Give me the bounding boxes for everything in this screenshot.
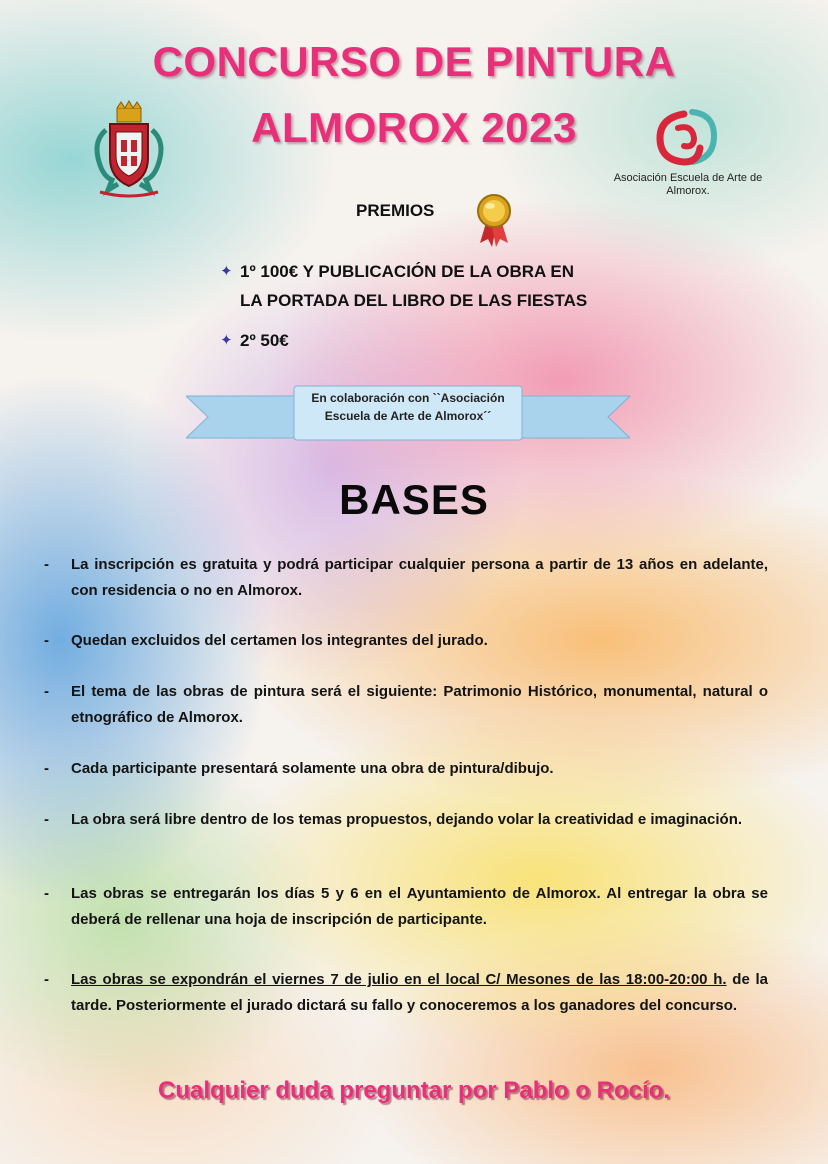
rule-text: Quedan excluidos del certamen los integrantes del jurado. bbox=[71, 632, 488, 649]
title-line-1: CONCURSO DE PINTURA bbox=[152, 38, 676, 85]
exhibition-rest-text: de la tarde. Posteriormente el jurado dictará su fallo y conoceremos a los ganadores del concurso. bbox=[71, 971, 769, 1014]
prizes-heading: PREMIOS bbox=[356, 201, 435, 220]
list-dash: - bbox=[44, 683, 49, 700]
list-item bbox=[44, 756, 768, 782]
rule-text: El tema de las obras de pintura será el siguiente: Patrimonio Histórico, monumental, natural o etnográfico de Almorox. bbox=[71, 683, 768, 726]
list-dash: - bbox=[44, 811, 49, 828]
rule-text: Las obras se entregarán los días 5 y 6 en el Ayuntamiento de Almorox. Al entregar la obra se deberá de rellenar una hoja de inscripción de participante. bbox=[71, 885, 768, 928]
list-dash: - bbox=[44, 760, 49, 777]
list-dash: - bbox=[44, 885, 49, 902]
list-dash: - bbox=[44, 556, 49, 573]
list-dash: - bbox=[44, 971, 49, 988]
list-item bbox=[44, 807, 768, 833]
gold-medal-icon bbox=[472, 193, 516, 247]
list-item bbox=[44, 967, 768, 1019]
town-crest-icon bbox=[92, 100, 166, 200]
title-line-2: ALMOROX 2023 bbox=[251, 104, 577, 151]
association-name: Asociación Escuela de Arte de Almorox. bbox=[613, 172, 763, 197]
collaboration-text bbox=[296, 389, 520, 425]
second-prize-text: 2º 50€ bbox=[240, 331, 289, 350]
second-prize bbox=[220, 326, 289, 355]
rule-text: La inscripción es gratuita y podrá participar cualquier persona a partir de 13 años en adelante, con residencia o no en Almorox. bbox=[71, 556, 768, 599]
list-dash: - bbox=[44, 632, 49, 649]
rule-text: La obra será libre dentro de los temas propuestos, dejando volar la creatividad e imaginación. bbox=[71, 811, 743, 828]
four-point-star-icon: ✦ bbox=[220, 263, 233, 280]
rule-text: Cada participante presentará solamente una obra de pintura/dibujo. bbox=[71, 760, 554, 777]
four-point-star-icon: ✦ bbox=[220, 332, 233, 349]
list-item bbox=[44, 679, 768, 731]
list-item bbox=[44, 552, 768, 604]
first-prize bbox=[220, 257, 588, 315]
bases-heading: BASES bbox=[339, 476, 489, 523]
list-item bbox=[44, 881, 768, 933]
contact-footer: Cualquier duda preguntar por Pablo o Rocío. bbox=[157, 1077, 671, 1104]
first-prize-line-1: 1º 100€ Y PUBLICACIÓN DE LA OBRA EN bbox=[240, 262, 575, 281]
list-item bbox=[44, 628, 768, 654]
collaboration-line-2: Escuela de Arte de Almorox´´ bbox=[324, 409, 492, 423]
exhibition-date-text: Las obras se expondrán el viernes 7 de julio en el local C/ Mesones de las 18:00-20:00 h. bbox=[71, 971, 727, 988]
swirl-logo-icon bbox=[652, 106, 722, 168]
first-prize-line-2: LA PORTADA DEL LIBRO DE LAS FIESTAS bbox=[240, 291, 588, 310]
rule-text bbox=[71, 967, 768, 1019]
collaboration-line-1: En colaboración con ``Asociación bbox=[311, 391, 505, 405]
